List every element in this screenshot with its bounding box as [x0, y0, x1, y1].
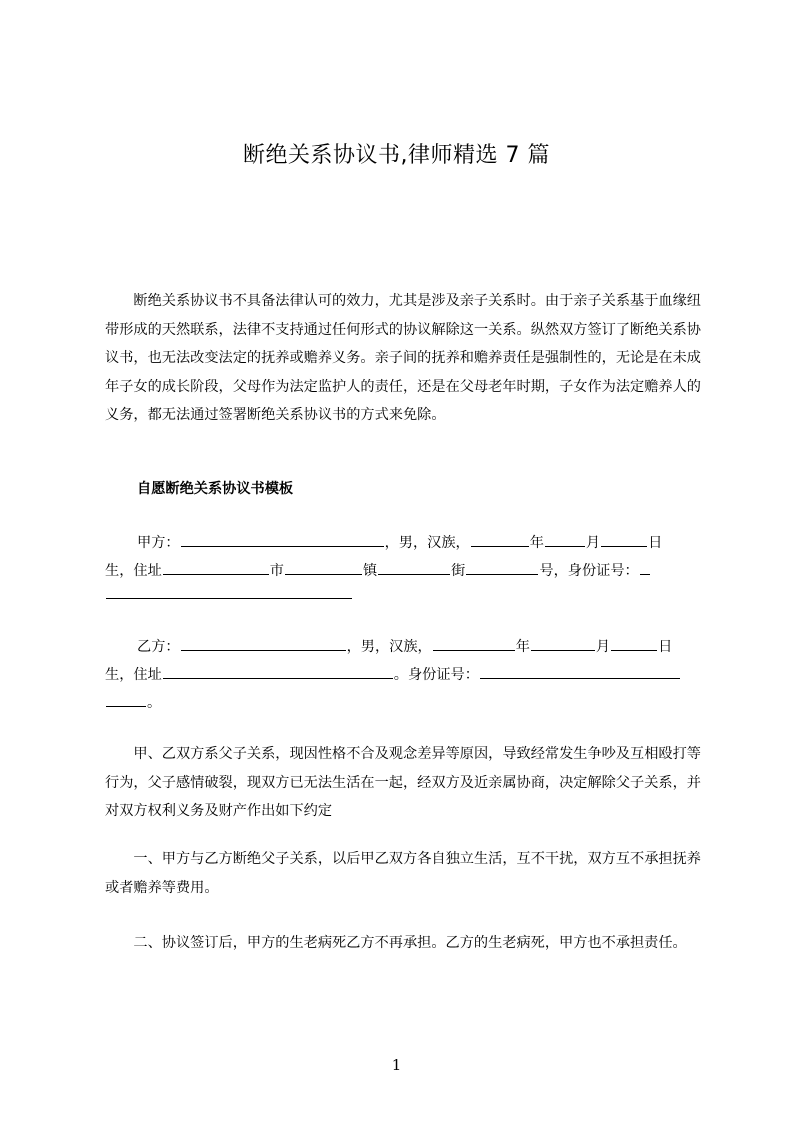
party-a-day-blank — [601, 530, 647, 547]
reason-paragraph: 甲、乙双方系父子关系，现因性格不合及观念差异等原因，导致经常发生争吵及互相殴打等行为，父子感情破裂，现双方已无法生活在一起，经双方及近亲属协商，决定解除父子关系，并对双方权利义务及财产作出如下约定 — [105, 746, 701, 819]
party-a-town-blank — [378, 558, 450, 575]
party-b-sheng-address: 生，住址 — [105, 667, 162, 683]
party-b-month-blank — [531, 634, 595, 651]
party-b-end-mark: 。 — [147, 695, 162, 711]
clause-2-paragraph: 二、协议签订后，甲方的生老病死乙方不再承担。乙方的生老病死，甲方也不承担责任。 — [133, 935, 687, 951]
party-b-gender-ethnic: ，男，汉族， — [346, 639, 432, 655]
document-title: 断绝关系协议书,律师精选 7 篇 — [243, 143, 550, 168]
party-b-year-blank — [433, 634, 515, 651]
party-a-line-3 — [105, 581, 353, 609]
party-a-id-blank-start — [640, 558, 650, 575]
party-a-day-label: 日 — [648, 535, 663, 551]
party-a-town-label: 镇 — [362, 563, 378, 579]
party-b-line-1 — [137, 633, 672, 661]
party-a-month-blank — [545, 530, 585, 547]
party-a-street-label: 街 — [451, 563, 466, 579]
intro-paragraph: 断绝关系协议书不具备法律认可的效力，尤其是涉及亲子关系时。由于亲子关系基于血缘纽带形成的天然联系，法律不支持通过任何形式的协议解除这一关系。纵然双方签订了断绝关系协议书，也无法改变法定的抚养或赡养义务。亲子间的抚养和赡养责任是强制性的，无论是在未成年子女的成长阶段，父母作为法定监护人的责任，还是在父母老年时期，子女作为法定赡养人的义务，都无法通过签署断绝关系协议书的方式来免除。 — [105, 293, 701, 423]
party-b-id-blank-cont — [106, 690, 146, 707]
party-b-year-label: 年 — [515, 639, 530, 655]
party-b-id-blank — [480, 662, 680, 679]
party-a-city-blank — [285, 558, 362, 575]
party-a-label: 甲方： — [137, 535, 180, 551]
party-b-name-blank — [181, 634, 346, 651]
party-a-month-label: 月 — [585, 535, 601, 551]
party-a-street-blank — [466, 558, 538, 575]
party-a-id-blank-cont — [106, 582, 352, 599]
page-number: 1 — [391, 1056, 402, 1074]
clause-1-paragraph: 一、甲方与乙方断绝父子关系，以后甲乙双方各自独立生活，互不干扰，双方互不承担抚养或者赡养等费用。 — [105, 851, 701, 896]
party-a-city-label: 市 — [269, 563, 284, 579]
party-a-address-blank — [163, 558, 269, 575]
section-heading: 自愿断绝关系协议书模板 — [137, 481, 294, 497]
party-a-line-1 — [137, 529, 662, 557]
party-a-number-id-label: 号，身份证号： — [539, 563, 639, 579]
party-a-name-blank — [181, 530, 384, 547]
party-b-month-label: 月 — [595, 639, 611, 655]
party-a-year-blank — [471, 530, 529, 547]
party-a-sheng-address: 生，住址 — [105, 563, 162, 579]
party-b-day-blank — [611, 634, 657, 651]
party-b-label: 乙方： — [137, 639, 180, 655]
party-b-id-label: 。身份证号： — [393, 667, 479, 683]
party-b-address-blank — [163, 662, 393, 679]
party-b-line-2 — [105, 661, 681, 689]
party-a-year-label: 年 — [529, 535, 544, 551]
party-b-day-label: 日 — [658, 639, 673, 655]
party-a-gender-ethnic: ，男，汉族， — [384, 535, 470, 551]
party-b-line-3 — [105, 689, 161, 717]
